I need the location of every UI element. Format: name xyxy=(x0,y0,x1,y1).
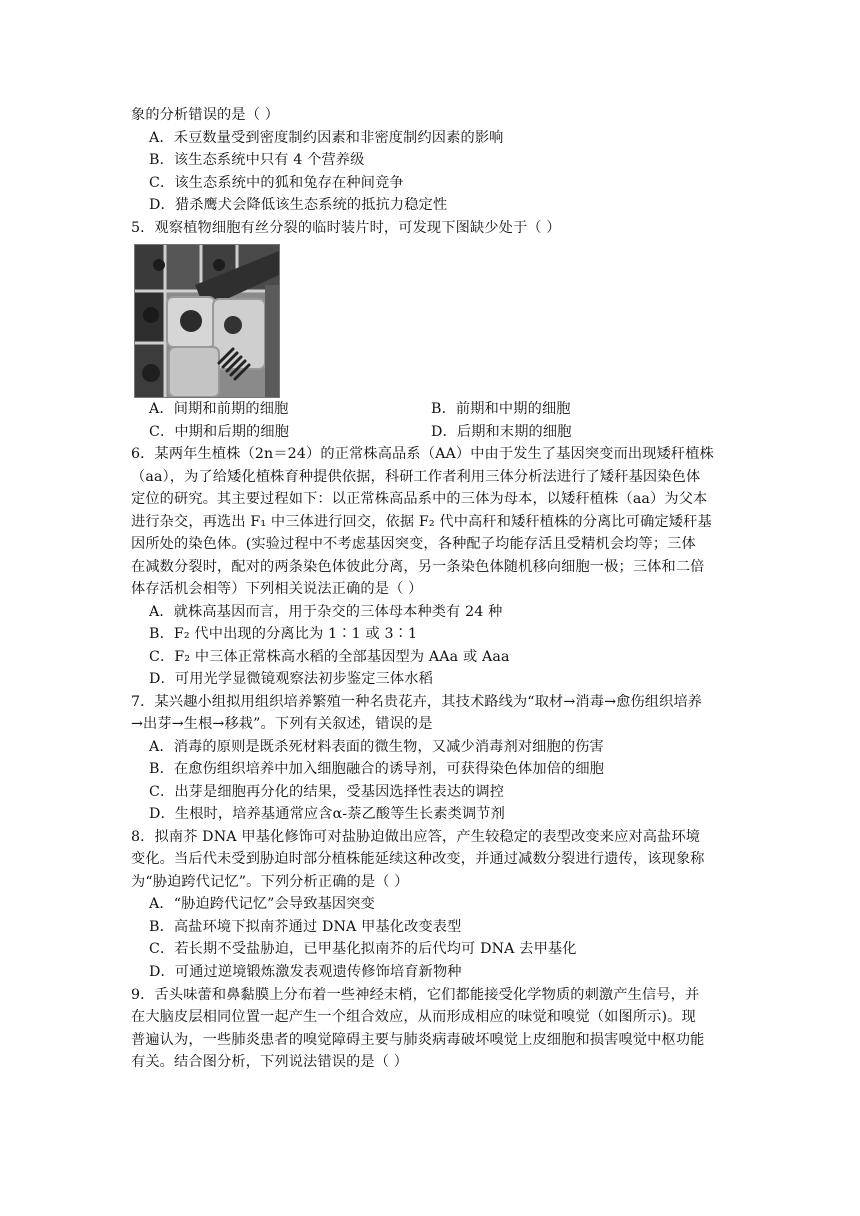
q4-option-b: B．该生态系统中只有 4 个营养级 xyxy=(149,152,365,168)
q4-option-d: D．猎杀鹰犬会降低该生态系统的抵抗力稳定性 xyxy=(149,197,448,213)
q6-option-a: A．就株高基因而言，用于杂交的三体母本种类有 24 种 xyxy=(149,604,503,620)
q7-option-d: D．生根时，培养基通常应含α-萘乙酸等生长素类调节剂 xyxy=(149,806,505,822)
q6-option-d: D．可用光学显微镜观察法初步鉴定三体水稻 xyxy=(149,671,433,687)
q9-stem-line: 在大脑皮层相同位置一起产生一个组合效应，从而形成相应的味觉和嗅觉（如图所示)。现 xyxy=(131,1009,696,1025)
q6-option-b: B．F₂ 代中出现的分离比为 1∶1 或 3∶1 xyxy=(149,626,418,642)
q5-option-d: D．后期和末期的细胞 xyxy=(431,424,572,440)
q9-stem-line: 普遍认为，一些肺炎患者的嗅觉障碍主要与肺炎病毒破坏嗅觉上皮细胞和损害嗅觉中枢功能 xyxy=(131,1032,705,1048)
q6-stem-line: 定位的研究。其主要过程如下：以正常株高品系中的三体为母本，以矮秆植株（aa）为父本 xyxy=(131,491,708,507)
q9-stem-line: 有关。结合图分析，下列说法错误的是（ ） xyxy=(131,1054,409,1070)
q6-stem-line: 因所处的染色体。(实验过程中不考虑基因突变，各种配子均能存活且受精机会均等；三体 xyxy=(131,536,696,552)
q8-stem-line: 8．拟南芥 DNA 甲基化修饰可对盐胁迫做出应答，产生较稳定的表型改变来应对高盐环境 xyxy=(131,829,701,845)
q6-stem-line: （aa），为了给矮化植株育种提供依据，科研工作者利用三体分析法进行了矮秆基因染色体 xyxy=(131,469,701,485)
q8-option-c: C．若长期不受盐胁迫，已甲基化拟南芥的后代均可 DNA 去甲基化 xyxy=(149,941,577,957)
q8-option-d: D．可通过逆境锻炼激发表观遗传修饰培育新物种 xyxy=(149,964,462,980)
q7-option-c: C．出芽是细胞再分化的结果，受基因选择性表达的调控 xyxy=(149,784,505,800)
q6-stem-line: 在减数分裂时，配对的两条染色体彼此分离，另一条染色体随机移向细胞一极；三体和二倍 xyxy=(131,559,705,575)
q6-option-c: C．F₂ 中三体正常株高水稻的全部基因型为 AAa 或 Aaa xyxy=(149,649,510,665)
q5-option-b: B．前期和中期的细胞 xyxy=(431,401,571,417)
q5-option-c: C．中期和后期的细胞 xyxy=(149,424,290,440)
q8-stem-line: 为“胁迫跨代记忆”。下列分析正确的是（ ） xyxy=(131,874,409,890)
q8-option-b: B．高盐环境下拟南芥通过 DNA 甲基化改变表型 xyxy=(149,919,462,935)
q7-stem-line: →出芽→生根→移栽”。下列有关叙述，错误的是 xyxy=(131,716,433,732)
q5-stem: 5．观察植物细胞有丝分裂的临时装片时，可发现下图缺少处于（ ） xyxy=(131,220,561,236)
q4-stem: 象的分析错误的是（ ） xyxy=(131,107,280,123)
q4-option-a: A．禾豆数量受到密度制约因素和非密度制约因素的影响 xyxy=(149,130,504,146)
q8-stem-line: 变化。当后代未受到胁迫时部分植株能延续这种改变，并通过减数分裂进行遗传，该现象称 xyxy=(131,851,705,867)
q6-stem-line: 进行杂交，再选出 F₁ 中三体进行回交，依据 F₂ 代中高秆和矮秆植株的分离比可确定矮秆基 xyxy=(131,514,712,530)
q9-stem-line: 9．舌头味蕾和鼻黏膜上分布着一些神经末梢，它们都能接受化学物质的刺激产生信号，并 xyxy=(131,987,700,1003)
q5-option-a: A．间期和前期的细胞 xyxy=(149,401,289,417)
mitosis-micrograph xyxy=(134,244,280,398)
q4-option-c: C．该生态系统中的狐和兔存在种间竞争 xyxy=(149,175,404,191)
q7-option-b: B．在愈伤组织培养中加入细胞融合的诱导剂，可获得染色体加倍的细胞 xyxy=(149,761,605,777)
q6-stem-line: 6．某两年生植株（2n＝24）的正常株高品系（AA）中由于发生了基因突变而出现矮秆植株 xyxy=(131,446,714,462)
q8-option-a: A．“胁迫跨代记忆”会导致基因突变 xyxy=(149,896,375,912)
q7-option-a: A．消毒的原则是既杀死材料表面的微生物，又减少消毒剂对细胞的伤害 xyxy=(149,739,604,755)
q7-stem-line: 7．某兴趣小组拟用组织培养繁殖一种名贵花卉，其技术路线为“取材→消毒→愈伤组织培养 xyxy=(131,694,703,710)
q6-stem-line: 体存活机会相等）下列相关说法正确的是（ ） xyxy=(131,581,423,597)
